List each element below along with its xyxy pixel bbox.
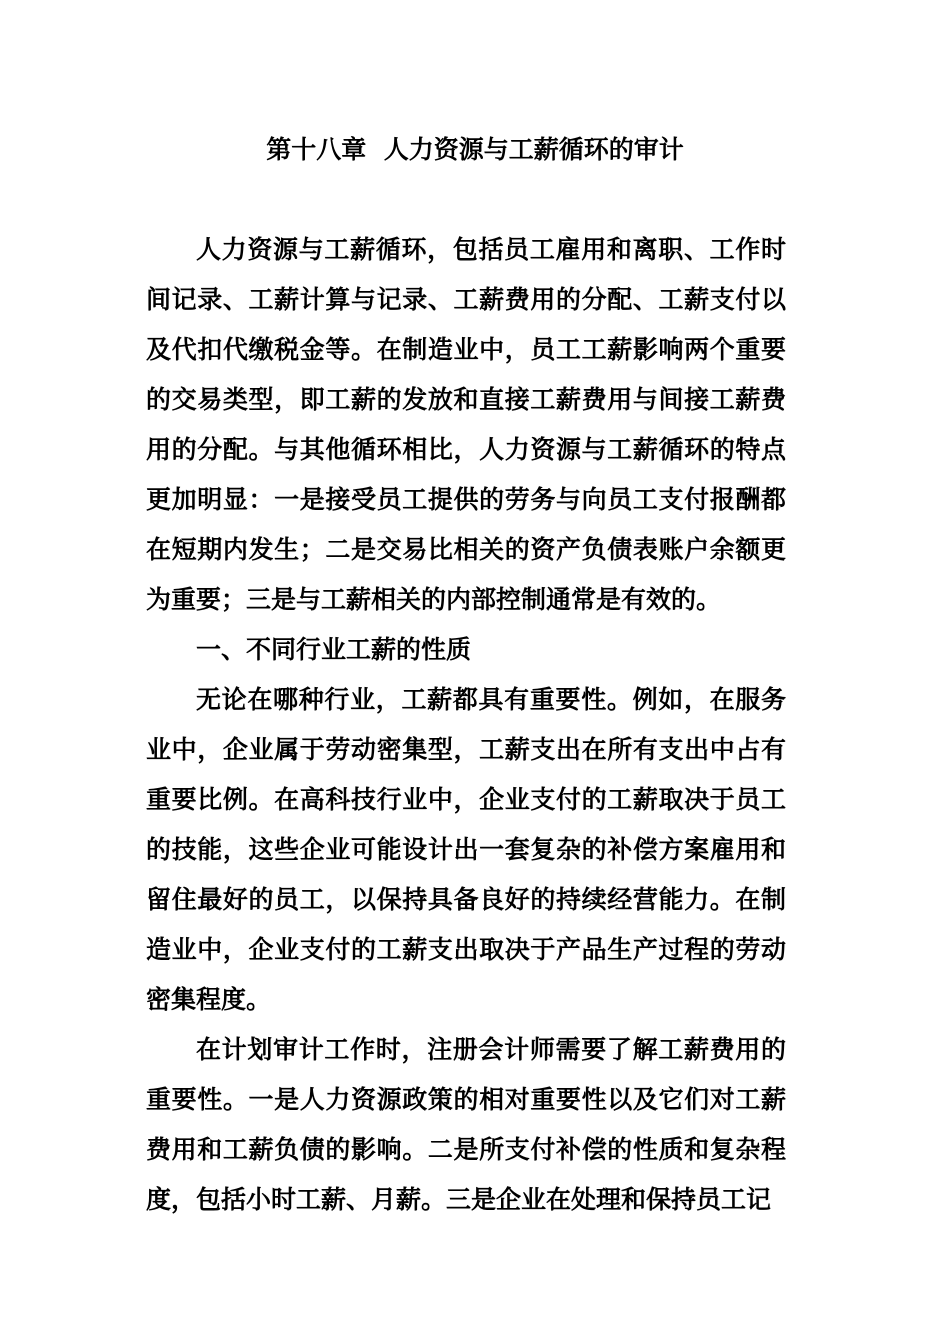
intro-paragraph: 人力资源与工薪循环，包括员工雇用和离职、工作时间记录、工薪计算与记录、工薪费用的分配、工薪支付以及代扣代缴税金等。在制造业中，员工工薪影响两个重要的交易类型，即工薪的发放和直接工薪费用与间接工薪费用的分配。与其他循环相比，人力资源与工薪循环的特点更加明显：一是接受员工提供的劳务与向员工支付报酬都在短期内发生；二是交易比相关的资产负债表账户余额更为重要；三是与工薪相关的内部控制通常是有效的。 — [146, 235, 786, 614]
chapter-title: 第十八章 人力资源与工薪循环的审计 — [266, 135, 684, 164]
audit-planning-paragraph: 在计划审计工作时，注册会计师需要了解工薪费用的重要性。一是人力资源政策的相对重要性以及它们对工薪费用和工薪负债的影响。二是所支付补偿的性质和复杂程度，包括小时工薪、月薪。三是企业在处理和保持员工记 — [146, 1035, 786, 1214]
industry-paragraph: 无论在哪种行业，工薪都具有重要性。例如，在服务业中，企业属于劳动密集型，工薪支出在所有支出中占有重要比例。在高科技行业中，企业支付的工薪取决于员工的技能，这些企业可能设计出一套复杂的补偿方案雇用和留住最好的员工，以保持具备良好的持续经营能力。在制造业中，企业支付的工薪支出取决于产品生产过程的劳动密集程度。 — [146, 685, 786, 1014]
section-heading: 一、不同行业工薪的性质 — [196, 635, 472, 664]
body-text — [146, 225, 786, 1225]
